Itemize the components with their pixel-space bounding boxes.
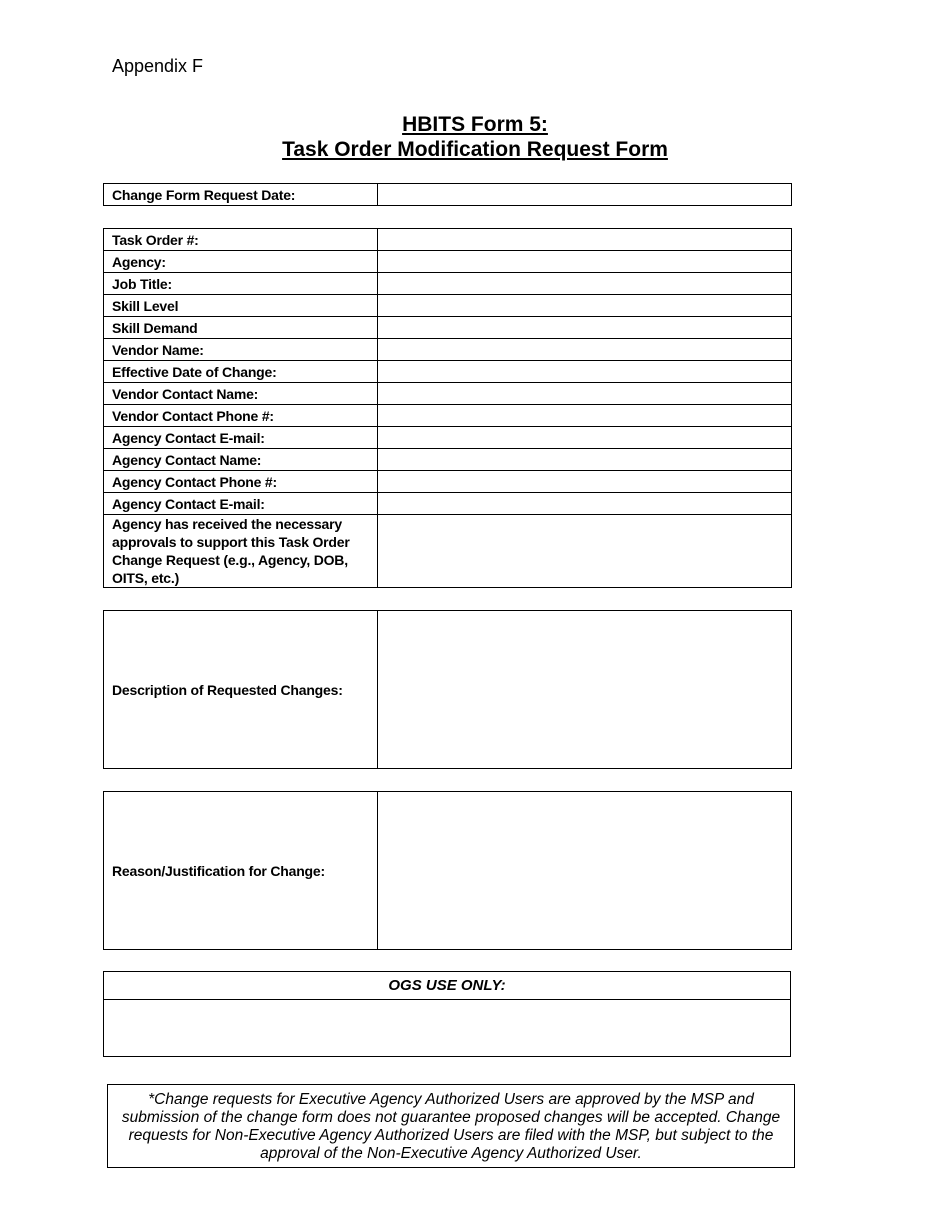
request-date-field[interactable] [378, 184, 792, 206]
title-line-2: Task Order Modification Request Form [282, 138, 668, 161]
table-row [104, 295, 792, 317]
table-row [104, 611, 792, 769]
description-table [103, 610, 792, 769]
table-row [104, 427, 792, 449]
reason-field[interactable] [378, 792, 792, 950]
field-label: Reason/Justification for Change: [104, 792, 378, 950]
task-order-number-field[interactable] [378, 229, 792, 251]
table-row [104, 273, 792, 295]
field-label: Agency has received the necessary approvals to support this Task Order Change Request (e.g., Agency, DOB, OITS, etc.) [104, 515, 378, 588]
table-row [104, 515, 792, 588]
table-row [104, 792, 792, 950]
field-label: Vendor Contact Name: [104, 383, 378, 405]
field-label: Task Order #: [104, 229, 378, 251]
table-row [104, 405, 792, 427]
effective-date-field[interactable] [378, 361, 792, 383]
table-row [104, 361, 792, 383]
footnote-box: *Change requests for Executive Agency Authorized Users are approved by the MSP and submission of the change form does not guarantee proposed changes will be accepted. Change requests for Non-Executive Agency Authorized Users are filed with the MSP, but subject to the approval of the Non-Executive Agency Authorized User. [107, 1084, 795, 1168]
vendor-name-field[interactable] [378, 339, 792, 361]
page-title [0, 112, 950, 162]
field-label: Job Title: [104, 273, 378, 295]
skill-level-field[interactable] [378, 295, 792, 317]
table-row [104, 229, 792, 251]
table-row [104, 493, 792, 515]
table-row [104, 972, 791, 1000]
field-label: Agency Contact Phone #: [104, 471, 378, 493]
field-label: Skill Level [104, 295, 378, 317]
table-row [104, 471, 792, 493]
request-date-table [103, 183, 792, 206]
field-label: Agency: [104, 251, 378, 273]
table-row [104, 339, 792, 361]
request-date-row [104, 184, 792, 206]
table-row [104, 1000, 791, 1057]
field-label: Agency Contact Name: [104, 449, 378, 471]
appendix-label: Appendix F [112, 56, 204, 76]
approvals-received-field[interactable] [378, 515, 792, 588]
vendor-contact-phone-field[interactable] [378, 405, 792, 427]
field-label: Skill Demand [104, 317, 378, 339]
field-label: Vendor Contact Phone #: [104, 405, 378, 427]
title-line-1: HBITS Form 5: [402, 113, 548, 136]
ogs-field[interactable] [104, 1000, 791, 1057]
table-row [104, 449, 792, 471]
field-label: Vendor Name: [104, 339, 378, 361]
table-row [104, 383, 792, 405]
table-row [104, 251, 792, 273]
agency-contact-email-field-2[interactable] [378, 493, 792, 515]
agency-contact-email-field[interactable] [378, 427, 792, 449]
agency-contact-phone-field[interactable] [378, 471, 792, 493]
field-label: Description of Requested Changes: [104, 611, 378, 769]
ogs-use-only-table [103, 971, 791, 1057]
agency-contact-name-field[interactable] [378, 449, 792, 471]
field-label: Effective Date of Change: [104, 361, 378, 383]
field-label: Agency Contact E-mail: [104, 493, 378, 515]
task-order-details-table [103, 228, 792, 588]
table-row [104, 317, 792, 339]
agency-field[interactable] [378, 251, 792, 273]
field-label: Change Form Request Date: [104, 184, 378, 206]
skill-demand-field[interactable] [378, 317, 792, 339]
vendor-contact-name-field[interactable] [378, 383, 792, 405]
reason-table [103, 791, 792, 950]
job-title-field[interactable] [378, 273, 792, 295]
field-label: Agency Contact E-mail: [104, 427, 378, 449]
description-field[interactable] [378, 611, 792, 769]
ogs-heading: OGS USE ONLY: [104, 972, 791, 1000]
